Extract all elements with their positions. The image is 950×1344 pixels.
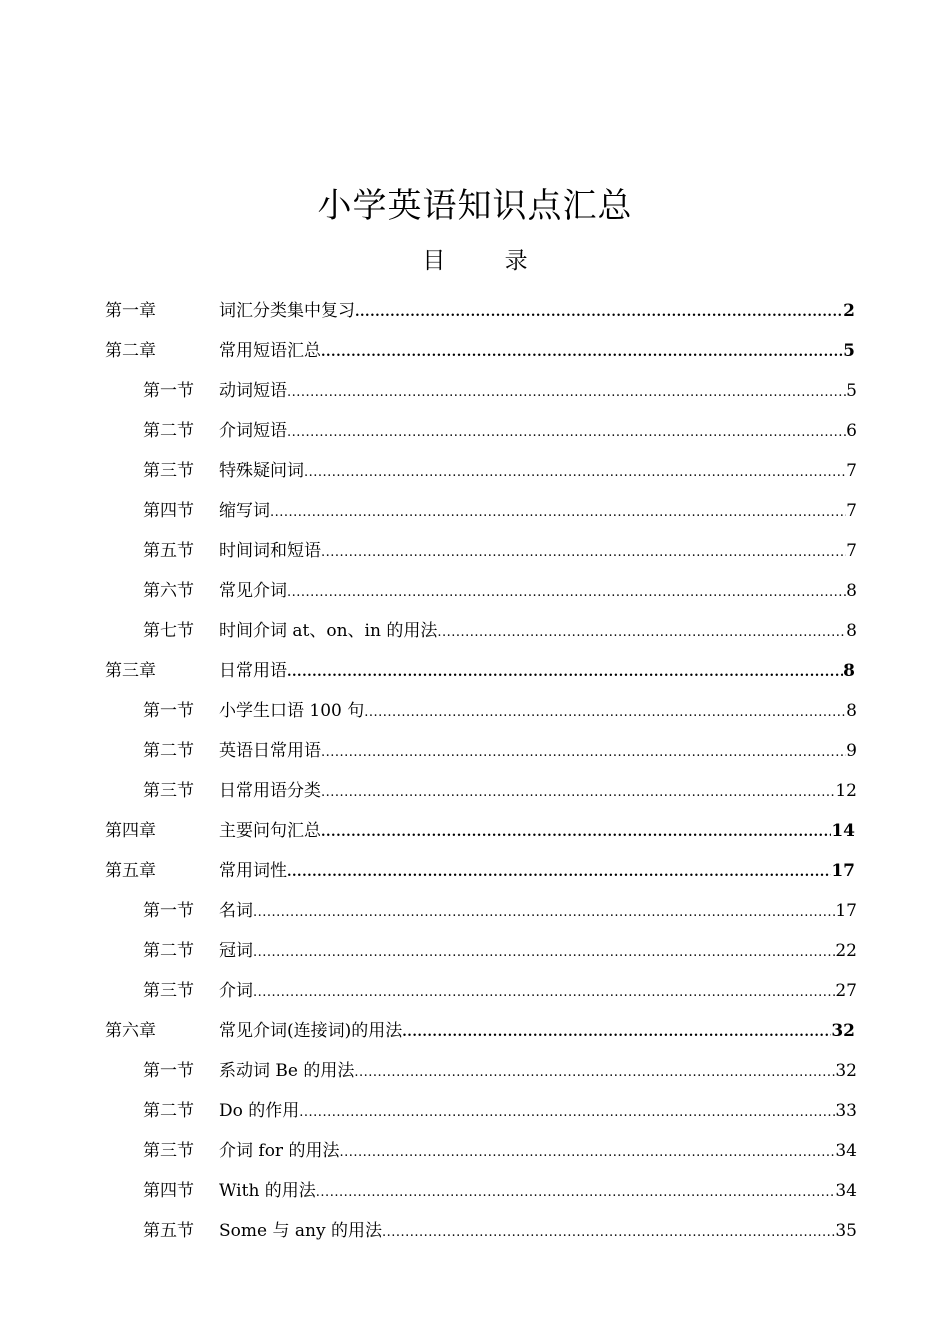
toc-chapter-row [0,656,950,686]
toc-entry-title: 常见介词(连接词)的用法 [219,1021,403,1041]
toc-dot-leader [253,898,835,928]
toc-entry-label: 第五节 [143,1221,194,1241]
toc-dot-leader [287,578,846,608]
toc-heading-left: 目 [422,248,446,274]
toc-section-row [0,1136,950,1166]
toc-page-number: 8 [846,581,857,601]
toc-page-number: 17 [831,861,855,881]
toc-entry-label: 第六节 [143,581,194,601]
toc-page-number: 7 [846,461,857,481]
toc-dot-leader [253,978,835,1008]
toc-dot-leader [321,738,846,768]
toc-entry-title: 日常用语分类 [219,781,321,801]
toc-page-number: 33 [835,1101,857,1121]
toc-entry [219,416,857,448]
toc-entry-title: 介词短语 [219,421,287,441]
toc-entry [219,1176,857,1208]
toc-entry-label: 第四章 [105,821,156,841]
toc-entry-label: 第二节 [143,941,194,961]
toc-entry [219,1216,857,1248]
toc-page-number: 34 [835,1181,857,1201]
toc-section-row [0,936,950,966]
toc-entry-title: 系动词 Be 的用法 [219,1061,355,1081]
toc-page-number: 32 [831,1021,855,1041]
toc-entry-label: 第一章 [105,301,156,321]
toc-page-number: 8 [846,701,857,721]
toc-entry [219,656,855,688]
toc-entry [219,856,855,888]
toc-entry-label: 第二章 [105,341,156,361]
toc-page-number: 34 [835,1141,857,1161]
toc-entry-title: 时间词和短语 [219,541,321,561]
toc-section-row [0,896,950,926]
toc-section-row [0,1176,950,1206]
toc-page-number: 5 [843,341,855,361]
toc-section-row [0,496,950,526]
toc-dot-leader [382,1218,835,1248]
toc-dot-leader [321,818,831,848]
toc-section-row [0,1056,950,1086]
toc-entry [219,496,857,528]
toc-section-row [0,976,950,1006]
toc-section-row [0,536,950,566]
toc-chapter-row [0,1016,950,1046]
toc-entry-label: 第三节 [143,1141,194,1161]
toc-section-row [0,416,950,446]
toc-entry-title: 名词 [219,901,253,921]
toc-entry-title: 英语日常用语 [219,741,321,761]
toc-entry-title: 特殊疑问词 [219,461,304,481]
toc-entry [219,896,857,928]
toc-entry-label: 第二节 [143,1101,194,1121]
toc-dot-leader [364,698,846,728]
toc-section-row [0,376,950,406]
toc-page-number: 9 [846,741,857,761]
toc-page-number: 6 [846,421,857,441]
toc-entry-label: 第七节 [143,621,194,641]
toc-dot-leader [402,1018,831,1048]
toc-page-number: 22 [835,941,857,961]
toc-page-number: 8 [843,661,855,681]
toc-entry-title: Do 的作用 [219,1101,300,1121]
toc-entry-title: 介词 for 的用法 [219,1141,340,1161]
toc-entry-label: 第六章 [105,1021,156,1041]
toc-entry-title: 小学生口语 100 句 [219,701,365,721]
toc-entry-title: 介词 [219,981,253,1001]
toc-entry-label: 第三节 [143,781,194,801]
toc-dot-leader [339,1138,835,1168]
toc-entry-label: 第三章 [105,661,156,681]
toc-page-number: 32 [835,1061,857,1081]
toc-dot-leader [316,1178,836,1208]
toc-entry [219,296,855,328]
toc-entry [219,776,857,808]
toc-page-number: 2 [843,301,855,321]
toc-section-row [0,1096,950,1126]
toc-dot-leader [299,1098,835,1128]
toc-entry-label: 第二节 [143,741,194,761]
toc-entry-label: 第二节 [143,421,194,441]
toc-entry-title: 词汇分类集中复习 [219,301,355,321]
toc-entry-label: 第一节 [143,701,194,721]
toc-entry-label: 第一节 [143,1061,194,1081]
toc-page-number: 27 [835,981,857,1001]
toc-section-row [0,456,950,486]
toc-entry-title: 缩写词 [219,501,270,521]
toc-entry [219,576,857,608]
toc-dot-leader [253,938,835,968]
toc-entry-label: 第一节 [143,381,194,401]
toc-entry-title: With 的用法 [219,1181,316,1201]
toc-entry-label: 第四节 [143,501,194,521]
toc-entry [219,736,857,768]
toc-dot-leader [355,298,843,328]
toc-entry [219,936,857,968]
toc-chapter-row [0,296,950,326]
toc-dot-leader [321,538,846,568]
toc-page-number: 8 [846,621,857,641]
toc-page-number: 14 [831,821,855,841]
toc-entry-title: 常用词性 [219,861,287,881]
toc-dot-leader [354,1058,835,1088]
toc-entry-title: 常用短语汇总 [219,341,321,361]
document-title: 小学英语知识点汇总 [317,186,633,226]
toc-entry-title: 时间介词 at、on、in 的用法 [219,621,438,641]
toc-chapter-row [0,336,950,366]
toc-entry-label: 第一节 [143,901,194,921]
toc-section-row [0,616,950,646]
toc-entry-label: 第三节 [143,461,194,481]
toc-section-row [0,696,950,726]
toc-entry [219,336,855,368]
toc-entry [219,1056,857,1088]
toc-entry [219,616,857,648]
toc-entry-label: 第五章 [105,861,156,881]
toc-entry [219,536,857,568]
toc-section-row [0,776,950,806]
toc-heading [0,242,950,275]
toc-entry-title: 主要问句汇总 [219,821,321,841]
toc-chapter-row [0,816,950,846]
toc-entry-title: 冠词 [219,941,253,961]
toc-page-number: 7 [846,501,857,521]
toc-entry-title: Some 与 any 的用法 [219,1221,382,1241]
toc-entry-title: 动词短语 [219,381,287,401]
toc-entry [219,376,857,408]
toc-entry [219,816,855,848]
toc-entry-label: 第四节 [143,1181,194,1201]
toc-entry-title: 日常用语 [219,661,287,681]
toc-heading-right: 录 [504,248,528,274]
toc-entry [219,456,857,488]
toc-page-number: 35 [835,1221,857,1241]
toc-entry [219,696,857,728]
toc-section-row [0,1216,950,1246]
toc-page-number: 12 [835,781,857,801]
toc-entry [219,976,857,1008]
toc-page-number: 5 [846,381,857,401]
toc-page-number: 17 [835,901,857,921]
toc-chapter-row [0,856,950,886]
toc-dot-leader [321,338,843,368]
toc-section-row [0,736,950,766]
toc-entry [219,1016,855,1048]
toc-dot-leader [287,658,843,688]
toc-entry-title: 常见介词 [219,581,287,601]
toc-dot-leader [321,778,835,808]
toc-dot-leader [287,418,846,448]
toc-dot-leader [287,378,846,408]
toc-entry [219,1136,857,1168]
toc-dot-leader [437,618,846,648]
toc-entry-label: 第五节 [143,541,194,561]
toc-dot-leader [287,858,831,888]
toc-section-row [0,576,950,606]
toc-dot-leader [304,458,846,488]
toc-dot-leader [270,498,846,528]
toc-entry-label: 第三节 [143,981,194,1001]
toc-page-number: 7 [846,541,857,561]
toc-entry [219,1096,857,1128]
